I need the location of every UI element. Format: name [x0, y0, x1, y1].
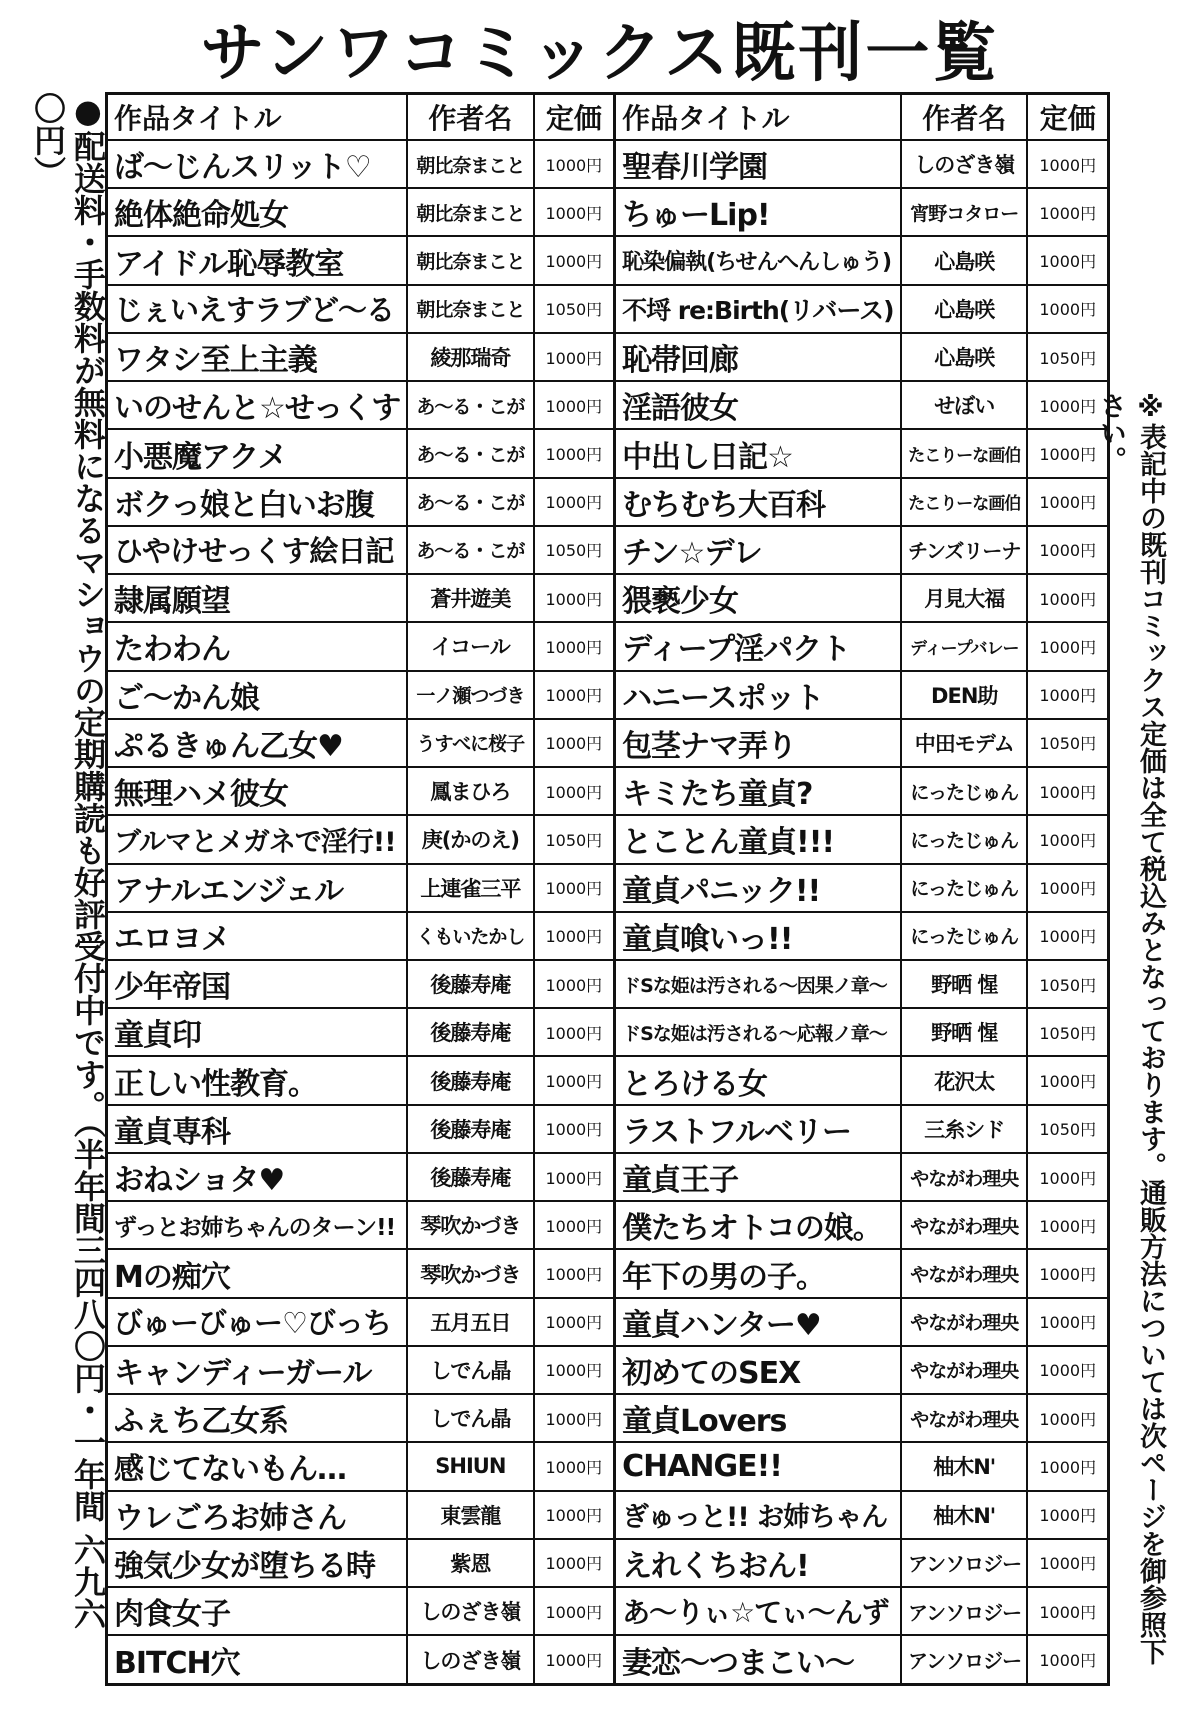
comic-price: 1000円 — [534, 671, 615, 719]
comic-price: 1000円 — [1027, 526, 1108, 574]
comic-author: しでん晶 — [407, 1346, 534, 1394]
comic-title: アイドル恥辱教室 — [107, 236, 408, 284]
table-row — [107, 815, 1109, 863]
table-row — [107, 1491, 1109, 1539]
comic-price: 1000円 — [534, 1056, 615, 1104]
comic-title: 小悪魔アクメ — [107, 429, 408, 477]
comic-price: 1000円 — [534, 1442, 615, 1490]
table-row — [107, 1008, 1109, 1056]
comic-title: じぇいえすラブど～る — [107, 285, 408, 333]
comic-title: 不埒 re:Birth(リバース) — [615, 285, 901, 333]
comic-author: 心島咲 — [901, 236, 1028, 284]
comic-price: 1050円 — [534, 526, 615, 574]
comic-author: せぼい — [901, 381, 1028, 429]
comic-price: 1000円 — [1027, 1249, 1108, 1297]
table-row — [107, 1201, 1109, 1249]
comic-author: やながわ理央 — [901, 1298, 1028, 1346]
comic-price: 1000円 — [1027, 1394, 1108, 1442]
table-row — [107, 1298, 1109, 1346]
table-row — [107, 1635, 1109, 1684]
comic-price: 1050円 — [1027, 719, 1108, 767]
comic-title: ラストフルベリー — [615, 1105, 901, 1153]
comic-author: イコール — [407, 622, 534, 670]
comic-title: 包茎ナマ弄り — [615, 719, 901, 767]
comic-price: 1050円 — [1027, 1008, 1108, 1056]
comic-price: 1000円 — [534, 333, 615, 381]
comic-title: ふぇち乙女系 — [107, 1394, 408, 1442]
comic-title: 童貞喰いっ!! — [615, 912, 901, 960]
comic-price: 1050円 — [1027, 333, 1108, 381]
comic-author: チンズリーナ — [901, 526, 1028, 574]
comic-price: 1000円 — [534, 719, 615, 767]
table-row — [107, 622, 1109, 670]
comic-price: 1000円 — [534, 864, 615, 912]
comic-author: しのざき嶺 — [407, 1635, 534, 1684]
comic-author: 中田モデム — [901, 719, 1028, 767]
comic-title: たわわん — [107, 622, 408, 670]
comic-price: 1000円 — [534, 236, 615, 284]
table-body — [107, 140, 1109, 1685]
comic-author: 宵野コタロー — [901, 188, 1028, 236]
comic-title: 童貞印 — [107, 1008, 408, 1056]
comic-price: 1000円 — [1027, 864, 1108, 912]
comic-title: ひやけせっくす絵日記 — [107, 526, 408, 574]
comic-price: 1000円 — [1027, 478, 1108, 526]
comic-author: 琴吹かづき — [407, 1249, 534, 1297]
comic-author: 朝比奈まこと — [407, 285, 534, 333]
comic-author: 後藤寿庵 — [407, 1056, 534, 1104]
comic-price: 1000円 — [1027, 1056, 1108, 1104]
comic-title: ブルマとメガネで淫行!! — [107, 815, 408, 863]
comic-author: やながわ理央 — [901, 1346, 1028, 1394]
comic-author: 後藤寿庵 — [407, 1153, 534, 1201]
comic-price: 1000円 — [1027, 1346, 1108, 1394]
table-row — [107, 574, 1109, 622]
comic-price: 1000円 — [1027, 1587, 1108, 1635]
table-row — [107, 1105, 1109, 1153]
comic-title: ドSな姫は汚される～応報ノ章～ — [615, 1008, 901, 1056]
header-price-right: 定価 — [1027, 94, 1108, 141]
comic-title: ドSな姫は汚される～因果ノ章～ — [615, 960, 901, 1008]
comic-title: 強気少女が堕ちる時 — [107, 1539, 408, 1587]
comic-title: チン☆デレ — [615, 526, 901, 574]
comic-title: むちむち大百科 — [615, 478, 901, 526]
comic-title: アナルエンジェル — [107, 864, 408, 912]
comic-author: 三糸シド — [901, 1105, 1028, 1153]
comic-price: 1000円 — [1027, 429, 1108, 477]
comic-author: 五月五日 — [407, 1298, 534, 1346]
comic-title: 初めてのSEX — [615, 1346, 901, 1394]
comic-price: 1000円 — [534, 1491, 615, 1539]
comic-title: えれくちおん! — [615, 1539, 901, 1587]
comic-title: 童貞専科 — [107, 1105, 408, 1153]
comic-author: 柚木N' — [901, 1491, 1028, 1539]
comic-author: しのざき嶺 — [901, 140, 1028, 188]
comic-price: 1000円 — [534, 188, 615, 236]
comic-title: Mの痴穴 — [107, 1249, 408, 1297]
comic-author: たこりーな画伯 — [901, 478, 1028, 526]
table-row — [107, 864, 1109, 912]
comic-title: ば～じんスリット♡ — [107, 140, 408, 188]
comic-price: 1000円 — [1027, 815, 1108, 863]
comic-title: ウレごろお姉さん — [107, 1491, 408, 1539]
comic-title: いのせんと☆せっくす — [107, 381, 408, 429]
comic-title: 正しい性教育。 — [107, 1056, 408, 1104]
comic-price: 1000円 — [1027, 1539, 1108, 1587]
comic-title: ワタシ至上主義 — [107, 333, 408, 381]
comic-author: DEN助 — [901, 671, 1028, 719]
header-price-left: 定価 — [534, 94, 615, 141]
table-row — [107, 1587, 1109, 1635]
comic-price: 1000円 — [1027, 1298, 1108, 1346]
table-row — [107, 1249, 1109, 1297]
table-row — [107, 333, 1109, 381]
table-row — [107, 381, 1109, 429]
header-title-left: 作品タイトル — [107, 94, 408, 141]
comic-price: 1000円 — [1027, 1442, 1108, 1490]
comic-price: 1000円 — [534, 140, 615, 188]
comic-author: あ～る・こが — [407, 526, 534, 574]
comic-author: 花沢太 — [901, 1056, 1028, 1104]
table-row — [107, 767, 1109, 815]
comic-author: 野晒 惺 — [901, 1008, 1028, 1056]
comic-title: BITCH穴 — [107, 1635, 408, 1684]
table-row — [107, 912, 1109, 960]
comic-price: 1000円 — [534, 478, 615, 526]
comic-author: 朝比奈まこと — [407, 188, 534, 236]
comic-price: 1000円 — [534, 767, 615, 815]
comic-author: あ～る・こが — [407, 429, 534, 477]
comic-title: エロヨメ — [107, 912, 408, 960]
comic-author: あ～る・こが — [407, 478, 534, 526]
comic-price: 1000円 — [534, 960, 615, 1008]
comic-title: ハニースポット — [615, 671, 901, 719]
comic-author: 柚木N' — [901, 1442, 1028, 1490]
comic-author: 琴吹かづき — [407, 1201, 534, 1249]
comic-author: たこりーな画伯 — [901, 429, 1028, 477]
comic-title: 恥染偏執(ちせんへんしゅう) — [615, 236, 901, 284]
table-row — [107, 719, 1109, 767]
comic-price: 1000円 — [1027, 285, 1108, 333]
comic-price: 1050円 — [1027, 1105, 1108, 1153]
subscription-note: ●配送料・手数料が無料になるマショウの定期購読も好評受付中です。（半年間三四八〇円・一年間 六九六〇円） — [29, 92, 107, 1630]
comic-title: とろける女 — [615, 1056, 901, 1104]
comic-author: 東雲龍 — [407, 1491, 534, 1539]
comic-price: 1000円 — [1027, 1491, 1108, 1539]
comic-author: 後藤寿庵 — [407, 960, 534, 1008]
comic-title: 絶体絶命処女 — [107, 188, 408, 236]
comic-title: おねショタ♥ — [107, 1153, 408, 1201]
table-row — [107, 1539, 1109, 1587]
comic-author: 綾那瑞奇 — [407, 333, 534, 381]
table-row — [107, 1394, 1109, 1442]
comic-price: 1000円 — [1027, 1635, 1108, 1684]
comic-price: 1000円 — [534, 1587, 615, 1635]
comic-title: 淫語彼女 — [615, 381, 901, 429]
comic-author: やながわ理央 — [901, 1201, 1028, 1249]
comic-author: SHIUN — [407, 1442, 534, 1490]
comic-title: キャンディーガール — [107, 1346, 408, 1394]
comic-author: にったじゅん — [901, 815, 1028, 863]
comic-price: 1000円 — [1027, 574, 1108, 622]
comic-price: 1000円 — [534, 1346, 615, 1394]
comic-author: やながわ理央 — [901, 1394, 1028, 1442]
header-author-right: 作者名 — [901, 94, 1028, 141]
comic-author: 蒼井遊美 — [407, 574, 534, 622]
comic-price: 1000円 — [534, 1539, 615, 1587]
comic-author: くもいたかし — [407, 912, 534, 960]
comic-author: やながわ理央 — [901, 1249, 1028, 1297]
comic-price: 1000円 — [1027, 622, 1108, 670]
comic-title: 聖春川学園 — [615, 140, 901, 188]
comic-title: CHANGE!! — [615, 1442, 901, 1490]
comic-title: 猥褻少女 — [615, 574, 901, 622]
comic-title: 童貞ハンター♥ — [615, 1298, 901, 1346]
comic-price: 1000円 — [534, 1008, 615, 1056]
comic-price: 1000円 — [534, 1298, 615, 1346]
comic-price: 1000円 — [534, 1105, 615, 1153]
comic-price: 1000円 — [534, 1394, 615, 1442]
comic-author: ディープバレー — [901, 622, 1028, 670]
comic-price: 1050円 — [534, 815, 615, 863]
comic-price: 1000円 — [1027, 188, 1108, 236]
comic-price: 1000円 — [1027, 236, 1108, 284]
comic-title: 童貞Lovers — [615, 1394, 901, 1442]
comic-title: 僕たちオトコの娘。 — [615, 1201, 901, 1249]
comic-author: 紫恩 — [407, 1539, 534, 1587]
comic-title: 中出し日記☆ — [615, 429, 901, 477]
comic-author: 後藤寿庵 — [407, 1105, 534, 1153]
comic-author: にったじゅん — [901, 767, 1028, 815]
table-row — [107, 188, 1109, 236]
comic-price: 1000円 — [1027, 1153, 1108, 1201]
comic-title: 隷属願望 — [107, 574, 408, 622]
table-row — [107, 526, 1109, 574]
comic-price: 1000円 — [1027, 767, 1108, 815]
comic-author: 後藤寿庵 — [407, 1008, 534, 1056]
comic-title: ボクっ娘と白いお腹 — [107, 478, 408, 526]
comic-title: ご～かん娘 — [107, 671, 408, 719]
comic-price: 1000円 — [534, 574, 615, 622]
comic-title: 童貞パニック!! — [615, 864, 901, 912]
comics-list-table — [105, 92, 1110, 1686]
comic-title: 肉食女子 — [107, 1587, 408, 1635]
comic-price: 1000円 — [1027, 140, 1108, 188]
comic-title: ずっとお姉ちゃんのターン!! — [107, 1201, 408, 1249]
comic-title: 童貞王子 — [615, 1153, 901, 1201]
comic-title: 無理ハメ彼女 — [107, 767, 408, 815]
comic-price: 1000円 — [534, 1201, 615, 1249]
comic-author: 朝比奈まこと — [407, 236, 534, 284]
page-title: サンワコミックス既刊一覧 — [200, 17, 1000, 91]
comic-author: アンソロジー — [901, 1635, 1028, 1684]
table-row — [107, 236, 1109, 284]
table-row — [107, 478, 1109, 526]
comic-price: 1000円 — [1027, 381, 1108, 429]
table-row — [107, 960, 1109, 1008]
comic-price: 1050円 — [534, 285, 615, 333]
comic-price: 1000円 — [1027, 1201, 1108, 1249]
comic-title: 恥帯回廊 — [615, 333, 901, 381]
comic-title: 年下の男の子。 — [615, 1249, 901, 1297]
header-title-right: 作品タイトル — [615, 94, 901, 141]
comic-author: アンソロジー — [901, 1539, 1028, 1587]
comic-title: ちゅーLip! — [615, 188, 901, 236]
table-row — [107, 429, 1109, 477]
table-row — [107, 671, 1109, 719]
comic-author: 心島咲 — [901, 285, 1028, 333]
comic-author: 上連雀三平 — [407, 864, 534, 912]
table-row — [107, 1346, 1109, 1394]
comic-title: びゅーびゅー♡びっち — [107, 1298, 408, 1346]
comic-title: ぷるきゅん乙女♥ — [107, 719, 408, 767]
comic-author: 心島咲 — [901, 333, 1028, 381]
comic-price: 1000円 — [534, 1635, 615, 1684]
comic-price: 1000円 — [534, 429, 615, 477]
comic-author: やながわ理央 — [901, 1153, 1028, 1201]
table-row — [107, 1153, 1109, 1201]
table-row — [107, 140, 1109, 188]
comic-author: アンソロジー — [901, 1587, 1028, 1635]
comic-author: 野晒 惺 — [901, 960, 1028, 1008]
comic-title: 感じてないもん… — [107, 1442, 408, 1490]
comic-author: あ～る・こが — [407, 381, 534, 429]
comic-author: しでん晶 — [407, 1394, 534, 1442]
comic-price: 1000円 — [534, 1249, 615, 1297]
comic-title: 少年帝国 — [107, 960, 408, 1008]
price-note: ※表記中の既刊コミックス定価は全て税込みとなっております。通販方法については次ページを御参照下さい。 — [1095, 392, 1166, 1665]
comic-author: 一ノ瀬つづき — [407, 671, 534, 719]
comic-price: 1000円 — [534, 381, 615, 429]
header-author-left: 作者名 — [407, 94, 534, 141]
comic-title: とことん童貞!!! — [615, 815, 901, 863]
comic-title: あ～りぃ☆てぃ～んず — [615, 1587, 901, 1635]
comic-title: キミたち童貞? — [615, 767, 901, 815]
comic-author: しのざき嶺 — [407, 1587, 534, 1635]
comic-price: 1000円 — [1027, 671, 1108, 719]
comic-author: うすべに桜子 — [407, 719, 534, 767]
comic-author: 鳳まひろ — [407, 767, 534, 815]
comic-title: 妻恋～つまこい～ — [615, 1635, 901, 1684]
comic-price: 1000円 — [534, 912, 615, 960]
table-row — [107, 1442, 1109, 1490]
comic-author: にったじゅん — [901, 912, 1028, 960]
comic-price: 1050円 — [1027, 960, 1108, 1008]
comic-author: 朝比奈まこと — [407, 140, 534, 188]
comic-title: ぎゅっと!! お姉ちゃん — [615, 1491, 901, 1539]
comic-author: にったじゅん — [901, 864, 1028, 912]
table-row — [107, 1056, 1109, 1104]
comic-price: 1000円 — [534, 1153, 615, 1201]
comic-price: 1000円 — [1027, 912, 1108, 960]
comic-title: ディープ淫パクト — [615, 622, 901, 670]
table-header-row — [107, 94, 1109, 141]
comic-price: 1000円 — [534, 622, 615, 670]
comic-author: 庚(かのえ) — [407, 815, 534, 863]
comic-author: 月見大福 — [901, 574, 1028, 622]
table-row — [107, 285, 1109, 333]
